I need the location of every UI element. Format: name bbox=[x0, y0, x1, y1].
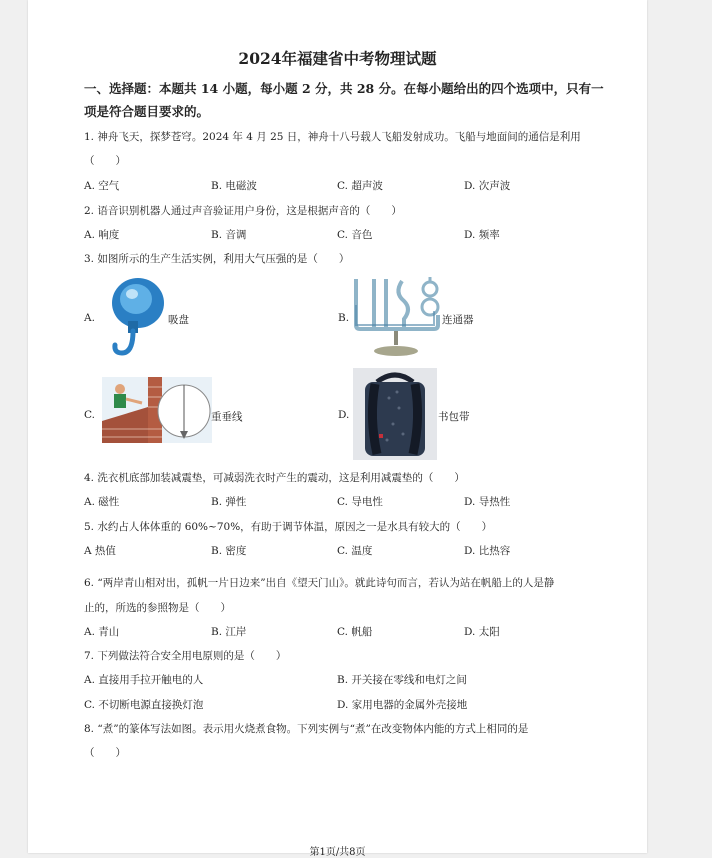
q1-option-b: B. 电磁波 bbox=[211, 180, 257, 192]
q3-option-b: B. bbox=[338, 312, 350, 324]
q3-option-d-label: 书包带 bbox=[438, 411, 470, 423]
q3-option-d: D. bbox=[338, 409, 350, 421]
section-heading-line1: 一、选择题：本题共 14 小题，每小题 2 分，共 28 分。在每小题给出的四个选项中，只有一 bbox=[84, 81, 604, 96]
q2-option-d: D. 频率 bbox=[464, 229, 500, 241]
q6-option-c: C. 帆船 bbox=[337, 626, 373, 638]
q1-option-d: D. 次声波 bbox=[464, 180, 511, 192]
q2-option-c: C. 音色 bbox=[337, 229, 373, 241]
q8-stem-line2: （ ） bbox=[84, 747, 126, 759]
communicating-vessels-image bbox=[350, 275, 442, 359]
plumb-line-image bbox=[102, 377, 212, 443]
q3-option-c-label: 重垂线 bbox=[211, 411, 243, 423]
q5-stem: 5. 水约占人体体重的 60%~70%，有助于调节体温，原因之一是水具有较大的（ ） bbox=[84, 521, 493, 533]
q3-option-a-label: 吸盘 bbox=[168, 314, 189, 326]
q1-stem-line1: 1. 神舟飞天，探梦苍穹。2024 年 4 月 25 日，神舟十八号载人飞船发射成功。飞船与地面间的通信是利用 bbox=[84, 131, 581, 143]
q3-option-a: A. bbox=[84, 312, 95, 324]
suction-cup-image bbox=[106, 277, 166, 359]
q6-stem-line1: 6. “两岸青山相对出，孤帆一片日边来”出自《望天门山》。就此诗句而言，若认为站在帆船上的人是静 bbox=[84, 577, 555, 589]
q2-stem: 2. 语音识别机器人通过声音验证用户身份，这是根据声音的（ ） bbox=[84, 205, 402, 217]
q6-option-b: B. 江岸 bbox=[211, 626, 247, 638]
q2-option-a: A. 响度 bbox=[84, 229, 120, 241]
q1-stem-line2: （ ） bbox=[84, 155, 126, 167]
q7-option-b: B. 开关接在零线和电灯之间 bbox=[337, 674, 467, 686]
q5-option-c: C. 温度 bbox=[337, 545, 373, 557]
q7-option-a: A. 直接用手拉开触电的人 bbox=[84, 674, 204, 686]
q1-option-a: A. 空气 bbox=[84, 180, 120, 192]
q6-option-a: A. 青山 bbox=[84, 626, 120, 638]
q4-option-c: C. 导电性 bbox=[337, 496, 383, 508]
backpack-image bbox=[353, 368, 437, 460]
q4-option-b: B. 弹性 bbox=[211, 496, 247, 508]
q5-option-d: D. 比热容 bbox=[464, 545, 511, 557]
q1-option-c: C. 超声波 bbox=[337, 180, 383, 192]
q4-stem: 4. 洗衣机底部加装减震垫，可减弱洗衣时产生的震动，这是利用减震垫的（ ） bbox=[84, 472, 465, 484]
q6-option-d: D. 太阳 bbox=[464, 626, 500, 638]
q2-option-b: B. 音调 bbox=[211, 229, 247, 241]
q5-option-b: B. 密度 bbox=[211, 545, 247, 557]
q3-option-c: C. bbox=[84, 409, 95, 421]
exam-page bbox=[28, 0, 647, 858]
q7-option-c: C. 不切断电源直接换灯泡 bbox=[84, 699, 204, 711]
q6-stem-line2: 止的，所选的参照物是（ ） bbox=[84, 602, 231, 614]
page-footer: 第1页/共8页 bbox=[309, 847, 366, 858]
section-heading-line2: 项是符合题目要求的。 bbox=[84, 104, 210, 119]
page-title: 2024年福建省中考物理试题 bbox=[238, 49, 437, 68]
q7-option-d: D. 家用电器的金属外壳接地 bbox=[337, 699, 468, 711]
q8-stem-line1: 8. “煮”的篆体写法如图。表示用火烧煮食物。下列实例与“煮”在改变物体内能的方式上相同的是 bbox=[84, 723, 529, 735]
q4-option-d: D. 导热性 bbox=[464, 496, 511, 508]
q5-option-a: A 热值 bbox=[84, 545, 116, 557]
q3-stem: 3. 如图所示的生产生活实例，利用大气压强的是（ ） bbox=[84, 253, 350, 265]
q7-stem: 7. 下列做法符合安全用电原则的是（ ） bbox=[84, 650, 287, 662]
q4-option-a: A. 磁性 bbox=[84, 496, 120, 508]
q3-option-b-label: 连通器 bbox=[442, 314, 474, 326]
